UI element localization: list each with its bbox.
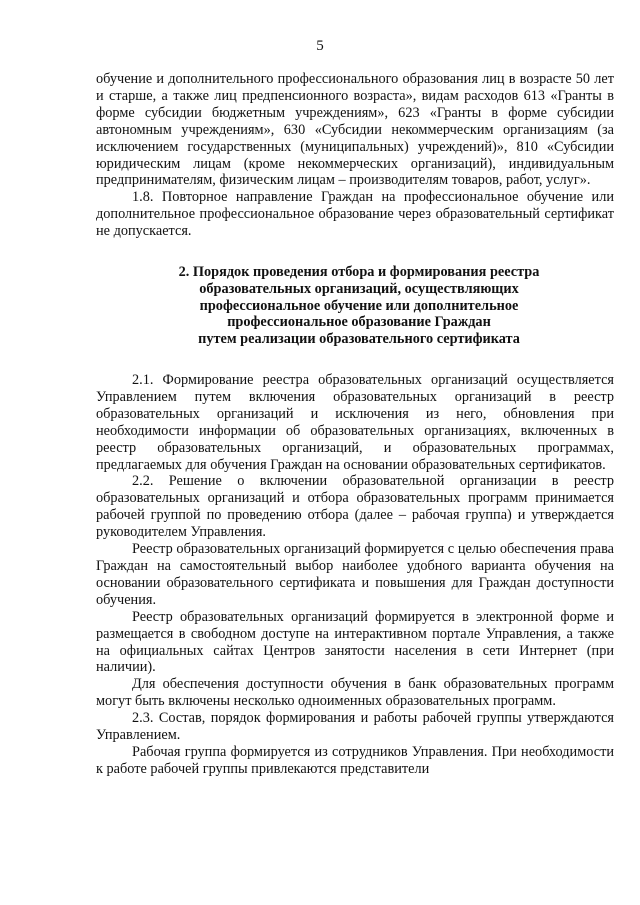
paragraph-availability: Для обеспечения доступности обучения в банк образовательных программ могут быть включены несколько одноименных образовательных программ. — [96, 676, 614, 710]
section-heading-line: образовательных организаций, осуществляющих — [199, 280, 519, 297]
paragraph-workgroup: Рабочая группа формируется из сотрудников Управления. При необходимости к работе рабочей группы привлекаются представители — [96, 743, 614, 777]
section-heading-line: профессиональное обучение или дополнительное — [199, 297, 519, 314]
document-body — [96, 71, 614, 778]
page-number: 5 — [316, 38, 324, 54]
section-heading-line: 2. Порядок проведения отбора и формирования реестра — [178, 264, 540, 281]
paragraph-2-1: 2.1. Формирование реестра образовательных организаций осуществляется Управлением путем включения образовательных организаций в реестр образовательных организаций и исключения из него, обновления при необходимости информации об образовательных организациях, включенных в реестр образовательных организаций, и образовательных программах, предлагаемых для обучения Граждан на основании образовательных сертификатов. — [96, 372, 614, 473]
paragraph-registry-form: Реестр образовательных организаций формируется в электронной форме и размещается в свободном доступе на интерактивном портале Управления, а также на официальных сайтах Центров занятости населения в сети Интернет (при наличии). — [96, 608, 614, 676]
paragraph-registry-purpose: Реестр образовательных организаций формируется с целью обеспечения права Граждан на самостоятельный выбор наиболее удобного варианта обучения на основании образовательного сертификата и повышения для Граждан доступности обучения. — [96, 541, 614, 608]
paragraph-2-2: 2.2. Решение о включении образовательной организации в реестр образовательных организаций и отбора образовательных программ принимается рабочей группой по проведению отбора (далее – рабочая группа) и утверждается руководителем Управления. — [96, 473, 614, 541]
paragraph-2-3: 2.3. Состав, порядок формирования и работы рабочей группы утверждаются Управлением. — [96, 710, 614, 744]
paragraph-intro: обучение и дополнительного профессионального образования лиц в возрасте 50 лет и старше, а также лиц предпенсионного возраста», видам расходов 613 «Гранты в форме субсидии бюджетным учреждениям», 623 «Гранты в форме субсидии автономным учреждениям», 630 «Субсидии некоммерческим организациям (за исключением государственных (муниципальных) учреждений)», 810 «Субсидии юридическим лицам (кроме некоммерческих организаций), индивидуальным предпринимателям, физическим лицам – производителям товаров, работ, услуг». — [96, 71, 614, 189]
section-heading-line: профессиональное образование Граждан — [227, 314, 491, 331]
section-heading — [96, 264, 614, 348]
paragraph-1-8: 1.8. Повторное направление Граждан на профессиональное обучение или дополнительное профессиональное образование через образовательный сертификат не допускается. — [96, 189, 614, 240]
section-heading-line: путем реализации образовательного сертификата — [198, 331, 520, 348]
